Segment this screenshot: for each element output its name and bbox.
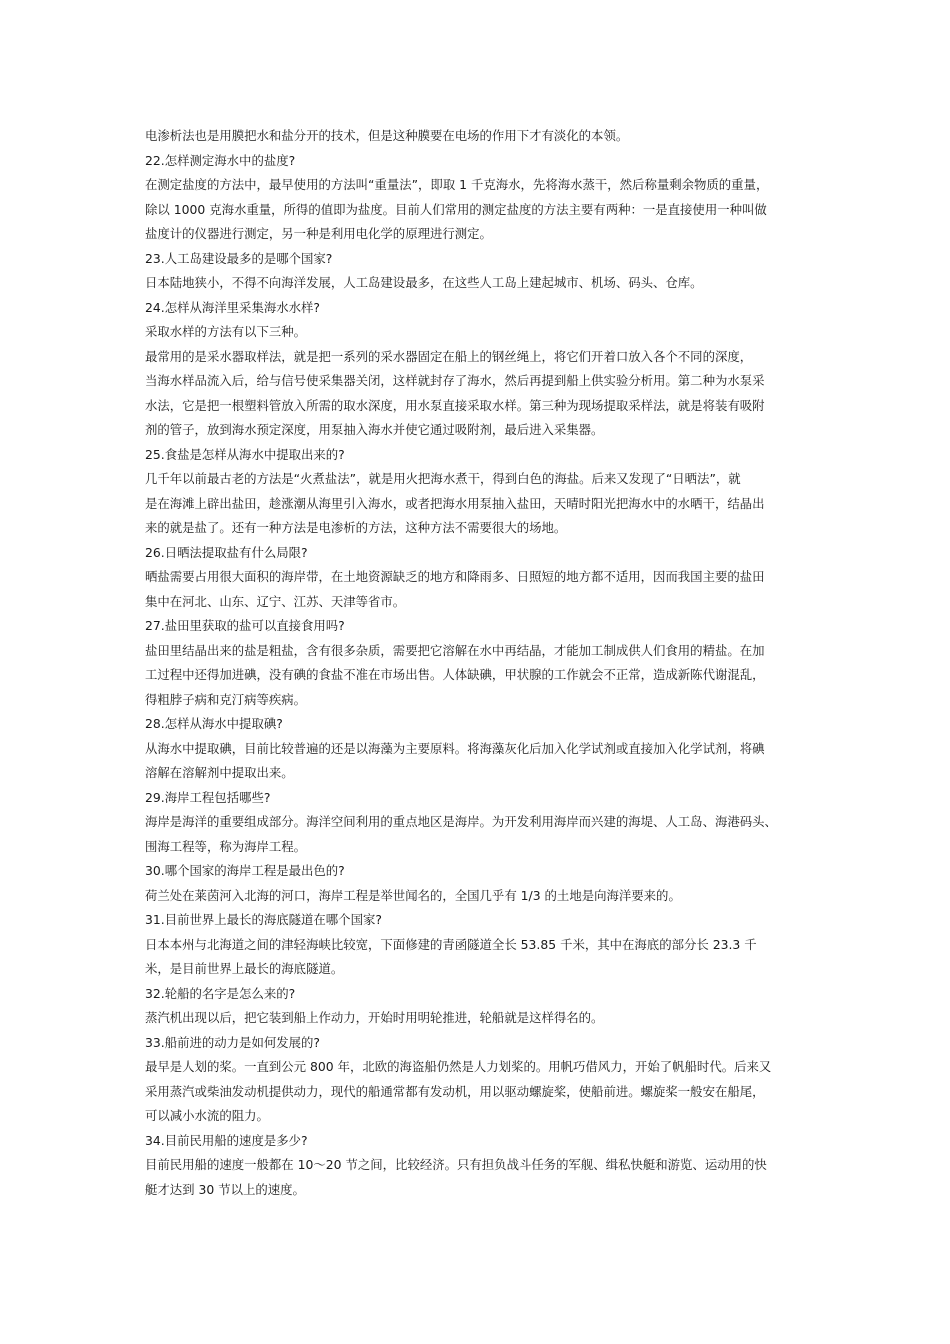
text-line: 日本本州与北海道之间的津轻海峡比较宽，下面修建的青函隧道全长 53.85 千米，其中在海底的部分长 23.3 千 [145, 936, 757, 952]
question-heading [145, 541, 815, 566]
text-line: 23.人工岛建设最多的是哪个国家? [145, 250, 333, 266]
text-line: 工过程中还得加进碘，没有碘的食盐不准在市场出售。人体缺碘，甲状腺的工作就会不正常，造成新陈代谢混乱， [145, 667, 765, 682]
text-line: 26.日晒法提取盐有什么局限? [145, 544, 308, 560]
question-heading [145, 1031, 815, 1056]
text-line: 来的就是盐了。还有一种方法是电渗析的方法，这种方法不需要很大的场地。 [145, 520, 567, 535]
answer-paragraph [145, 271, 815, 296]
text-line: 米，是目前世界上最长的海底隧道。 [145, 961, 344, 976]
text-line: 几千年以前最古老的方法是“火煮盐法”，就是用火把海水煮干，得到白色的海盐。后来又发现了“日晒法”，就 [145, 471, 741, 486]
answer-paragraph [145, 173, 815, 247]
text-line: 除以 1000 克海水重量，所得的值即为盐度。目前人们常用的测定盐度的方法主要有两种：一是直接使用一种叫做 [145, 201, 767, 217]
answer-paragraph [145, 1006, 815, 1031]
text-line: 溶解在溶解剂中提取出来。 [145, 765, 294, 780]
text-line: 32.轮船的名字是怎么来的? [145, 985, 296, 1001]
text-line: 在测定盐度的方法中，最早使用的方法叫“重量法”，即取 1 千克海水，先将海水蒸干，然后称量剩余物质的重量， [145, 177, 769, 192]
text-line: 集中在河北、山东、辽宁、江苏、天津等省市。 [145, 593, 406, 609]
text-line: 28.怎样从海水中提取碘? [145, 716, 283, 731]
question-heading [145, 149, 815, 174]
text-line: 采用蒸汽或柴油发动机提供动力，现代的船通常都有发动机，用以驱动螺旋桨，使船前进。螺旋桨一般安在船尾， [145, 1083, 765, 1099]
text-line: 晒盐需要占用很大面积的海岸带，在土地资源缺乏的地方和降雨多、日照短的地方都不适用，因而我国主要的盐田 [145, 569, 765, 584]
question-heading [145, 1129, 815, 1154]
question-heading [145, 712, 815, 737]
text-line: 蒸汽机出现以后，把它装到船上作动力，开始时用明轮推进，轮船就是这样得名的。 [145, 1010, 604, 1025]
answer-paragraph [145, 1153, 815, 1202]
answer-paragraph [145, 737, 815, 786]
text-line: 最早是人划的桨。一直到公元 800 年，北欧的海盗船仍然是人力划桨的。用帆巧借风力，开始了帆船时代。后来又 [145, 1059, 772, 1074]
text-line: 最常用的是采水器取样法，就是把一系列的采水器固定在船上的钢丝绳上，将它们开着口放入各个不同的深度， [145, 348, 753, 364]
text-line: 24.怎样从海洋里采集海水水样? [145, 299, 320, 315]
text-line: 围海工程等，称为海岸工程。 [145, 838, 307, 854]
text-line: 从海水中提取碘，目前比较普遍的还是以海藻为主要原料。将海藻灰化后加入化学试剂或直接加入化学试剂，将碘 [145, 740, 765, 756]
question-heading [145, 247, 815, 272]
text-line: 30.哪个国家的海岸工程是最出色的? [145, 863, 345, 878]
text-line: 22.怎样测定海水中的盐度? [145, 152, 296, 168]
text-line: 水法，它是把一根塑料管放入所需的取水深度，用水泵直接采取水样。第三种为现场提取采样法，就是将装有吸附 [145, 397, 765, 413]
text-line: 荷兰处在莱茵河入北海的河口，海岸工程是举世闻名的，全国几乎有 1/3 的土地是向海洋要来的。 [145, 887, 681, 903]
answer-paragraph [145, 124, 815, 149]
text-line: 目前民用船的速度一般都在 10～20 节之间，比较经济。只有担负战斗任务的军舰、缉私快艇和游览、运动用的快 [145, 1157, 767, 1172]
question-heading [145, 908, 815, 933]
text-line: 剂的管子，放到海水预定深度，用泵抽入海水并使它通过吸附剂，最后进入采集器。 [145, 422, 604, 437]
question-heading [145, 859, 815, 884]
text-line: 艇才达到 30 节以上的速度。 [145, 1181, 305, 1197]
answer-paragraph [145, 933, 815, 982]
text-line: 29.海岸工程包括哪些? [145, 789, 271, 805]
text-line: 盐度计的仪器进行测定，另一种是利用电化学的原理进行测定。 [145, 226, 492, 241]
answer-paragraph [145, 345, 815, 443]
document-page [145, 124, 815, 1202]
text-line: 当海水样品流入后，给与信号使采集器关闭，这样就封存了海水，然后再提到船上供实验分析用。第二种为水泵采 [145, 373, 765, 388]
question-heading [145, 443, 815, 468]
text-line: 33.船前进的动力是如何发展的? [145, 1034, 320, 1050]
text-line: 电渗析法也是用膜把水和盐分开的技术，但是这种膜要在电场的作用下才有淡化的本领。 [145, 128, 629, 143]
question-heading [145, 296, 815, 321]
text-line: 27.盐田里获取的盐可以直接食用吗? [145, 618, 345, 633]
answer-paragraph [145, 884, 815, 909]
text-line: 是在海滩上辟出盐田，趁涨潮从海里引入海水，或者把海水用泵抽入盐田，天晴时阳光把海水中的水晒干，结晶出 [145, 495, 765, 511]
question-heading [145, 614, 815, 639]
text-line: 日本陆地狭小，不得不向海洋发展，人工岛建设最多，在这些人工岛上建起城市、机场、码头、仓库。 [145, 275, 703, 290]
text-line: 海岸是海洋的重要组成部分。海洋空间利用的重点地区是海岸。为开发利用海岸而兴建的海堤、人工岛、海港码头、 [145, 814, 777, 829]
question-heading [145, 982, 815, 1007]
text-line: 盐田里结晶出来的盐是粗盐，含有很多杂质，需要把它溶解在水中再结晶，才能加工制成供人们食用的精盐。在加 [145, 642, 765, 658]
answer-paragraph [145, 565, 815, 614]
text-line: 25.食盐是怎样从海水中提取出来的? [145, 446, 345, 462]
text-line: 采取水样的方法有以下三种。 [145, 324, 307, 339]
text-line: 可以减小水流的阻力。 [145, 1108, 269, 1123]
answer-paragraph [145, 639, 815, 713]
text-line: 得粗脖子病和克汀病等疾病。 [145, 691, 307, 707]
text-line: 34.目前民用船的速度是多少? [145, 1132, 308, 1148]
answer-paragraph [145, 1055, 815, 1129]
question-heading [145, 786, 815, 811]
text-line: 31.目前世界上最长的海底隧道在哪个国家? [145, 912, 382, 927]
answer-paragraph [145, 810, 815, 859]
answer-paragraph [145, 320, 815, 345]
answer-paragraph [145, 467, 815, 541]
